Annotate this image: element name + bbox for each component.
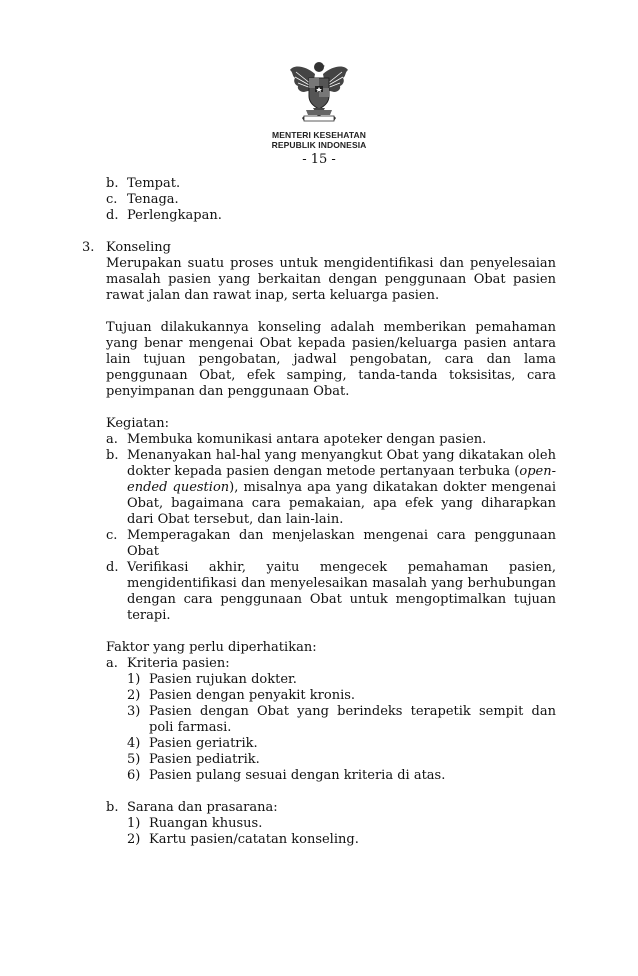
list-marker: c. [106,528,118,543]
list-marker: 3) [127,704,141,719]
sublist-item [82,768,556,784]
list-item-text: Ruangan khusus. [149,816,263,831]
list-marker: d. [106,208,119,223]
definition-paragraph: Merupakan suatu proses untuk mengidentifikasi dan penyelesaian masalah pasien yang berkaitan dengan penggunaan Obat pasien rawat jalan dan rawat inap, serta keluarga pasien. [106,256,556,303]
section-title: Konseling [106,240,171,255]
list-item-text: Pasien geriatrik. [149,736,258,751]
list-marker: b. [106,448,119,463]
list-item [82,528,556,560]
list-marker: a. [106,432,118,447]
list-marker: b. [106,176,119,191]
list-marker: 1) [127,672,141,687]
list-item-text: Memperagakan dan menjelaskan mengenai cara penggunaan Obat [127,528,556,559]
list-marker: 4) [127,736,141,751]
sublist-item [82,752,556,768]
list-item-text: Pasien pediatrik. [149,752,260,767]
sublist-item [82,816,556,832]
list-marker: 2) [127,832,141,847]
list-marker: b. [106,800,119,815]
sublist-item [82,736,556,752]
list-item-text: Tempat. [127,176,181,191]
list-item-text: Menanyakan hal-hal yang menyangkut Obat yang dikatakan oleh dokter kepada pasien dengan metode pertanyaan terbuka (open-ended question), misalnya apa yang dikatakan dokter mengenai Obat, bagaimana cara pemakaian, apa efek yang diharapkan dari Obat tersebut, dan lain-lain. [127,448,556,527]
sublist-item [82,688,556,704]
section-heading [82,240,556,256]
list-item [82,432,556,448]
list-item [82,560,556,624]
activities-heading: Kegiatan: [106,416,170,431]
list-marker: 2) [127,688,141,703]
list-item-text: Pasien pulang sesuai dengan kriteria di atas. [149,768,446,783]
page-number: - 15 - [302,152,336,167]
list-marker: d. [106,560,119,575]
list-item-text: Pasien rujukan dokter. [149,672,297,687]
list-item-text: Pasien dengan Obat yang berindeks terapetik sempit dan poli farmasi. [149,704,556,735]
italic-term: open-ended question [127,464,556,495]
document-body [82,176,556,848]
list-item-text: Kartu pasien/catatan konseling. [149,832,359,847]
list-item-text: Tenaga. [127,192,179,207]
list-item [82,656,556,672]
list-item [82,208,556,224]
ministry-title-line1: MENTERI KESEHATAN [272,130,366,140]
list-item-text: Pasien dengan penyakit kronis. [149,688,356,703]
section-number: 3. [82,240,95,255]
list-item-text: Verifikasi akhir, yaitu mengecek pemahaman pasien, mengidentifikasi dan menyelesaikan masalah yang berhubungan dengan cara penggunaan Obat untuk mengoptimalkan tujuan terapi. [127,560,556,623]
list-marker: 1) [127,816,141,831]
list-marker: 6) [127,768,141,783]
list-item-text: Perlengkapan. [127,208,222,223]
list-marker: a. [106,656,118,671]
sublist-item [82,704,556,736]
list-item [82,800,556,816]
sublist-item [82,832,556,848]
list-item-text: Sarana dan prasarana: [127,800,278,815]
garuda-emblem-icon [284,58,354,128]
list-item [82,176,556,192]
list-marker: c. [106,192,118,207]
list-item-text: Membuka komunikasi antara apoteker dengan pasien. [127,432,487,447]
sublist-item [82,672,556,688]
list-item [82,448,556,528]
factors-heading: Faktor yang perlu diperhatikan: [106,640,317,655]
letterhead [0,58,638,168]
list-item-text: Kriteria pasien: [127,656,230,671]
list-marker: 5) [127,752,141,767]
ministry-title-line2: REPUBLIK INDONESIA [271,140,367,150]
list-item [82,192,556,208]
purpose-paragraph: Tujuan dilakukannya konseling adalah memberikan pemahaman yang benar mengenai Obat kepada pasien/keluarga pasien antara lain tujuan pengobatan, jadwal pengobatan, cara dan lama penggunaan Obat, efek samping, tanda-tanda toksisitas, cara penyimpanan dan penggunaan Obat. [106,320,556,399]
